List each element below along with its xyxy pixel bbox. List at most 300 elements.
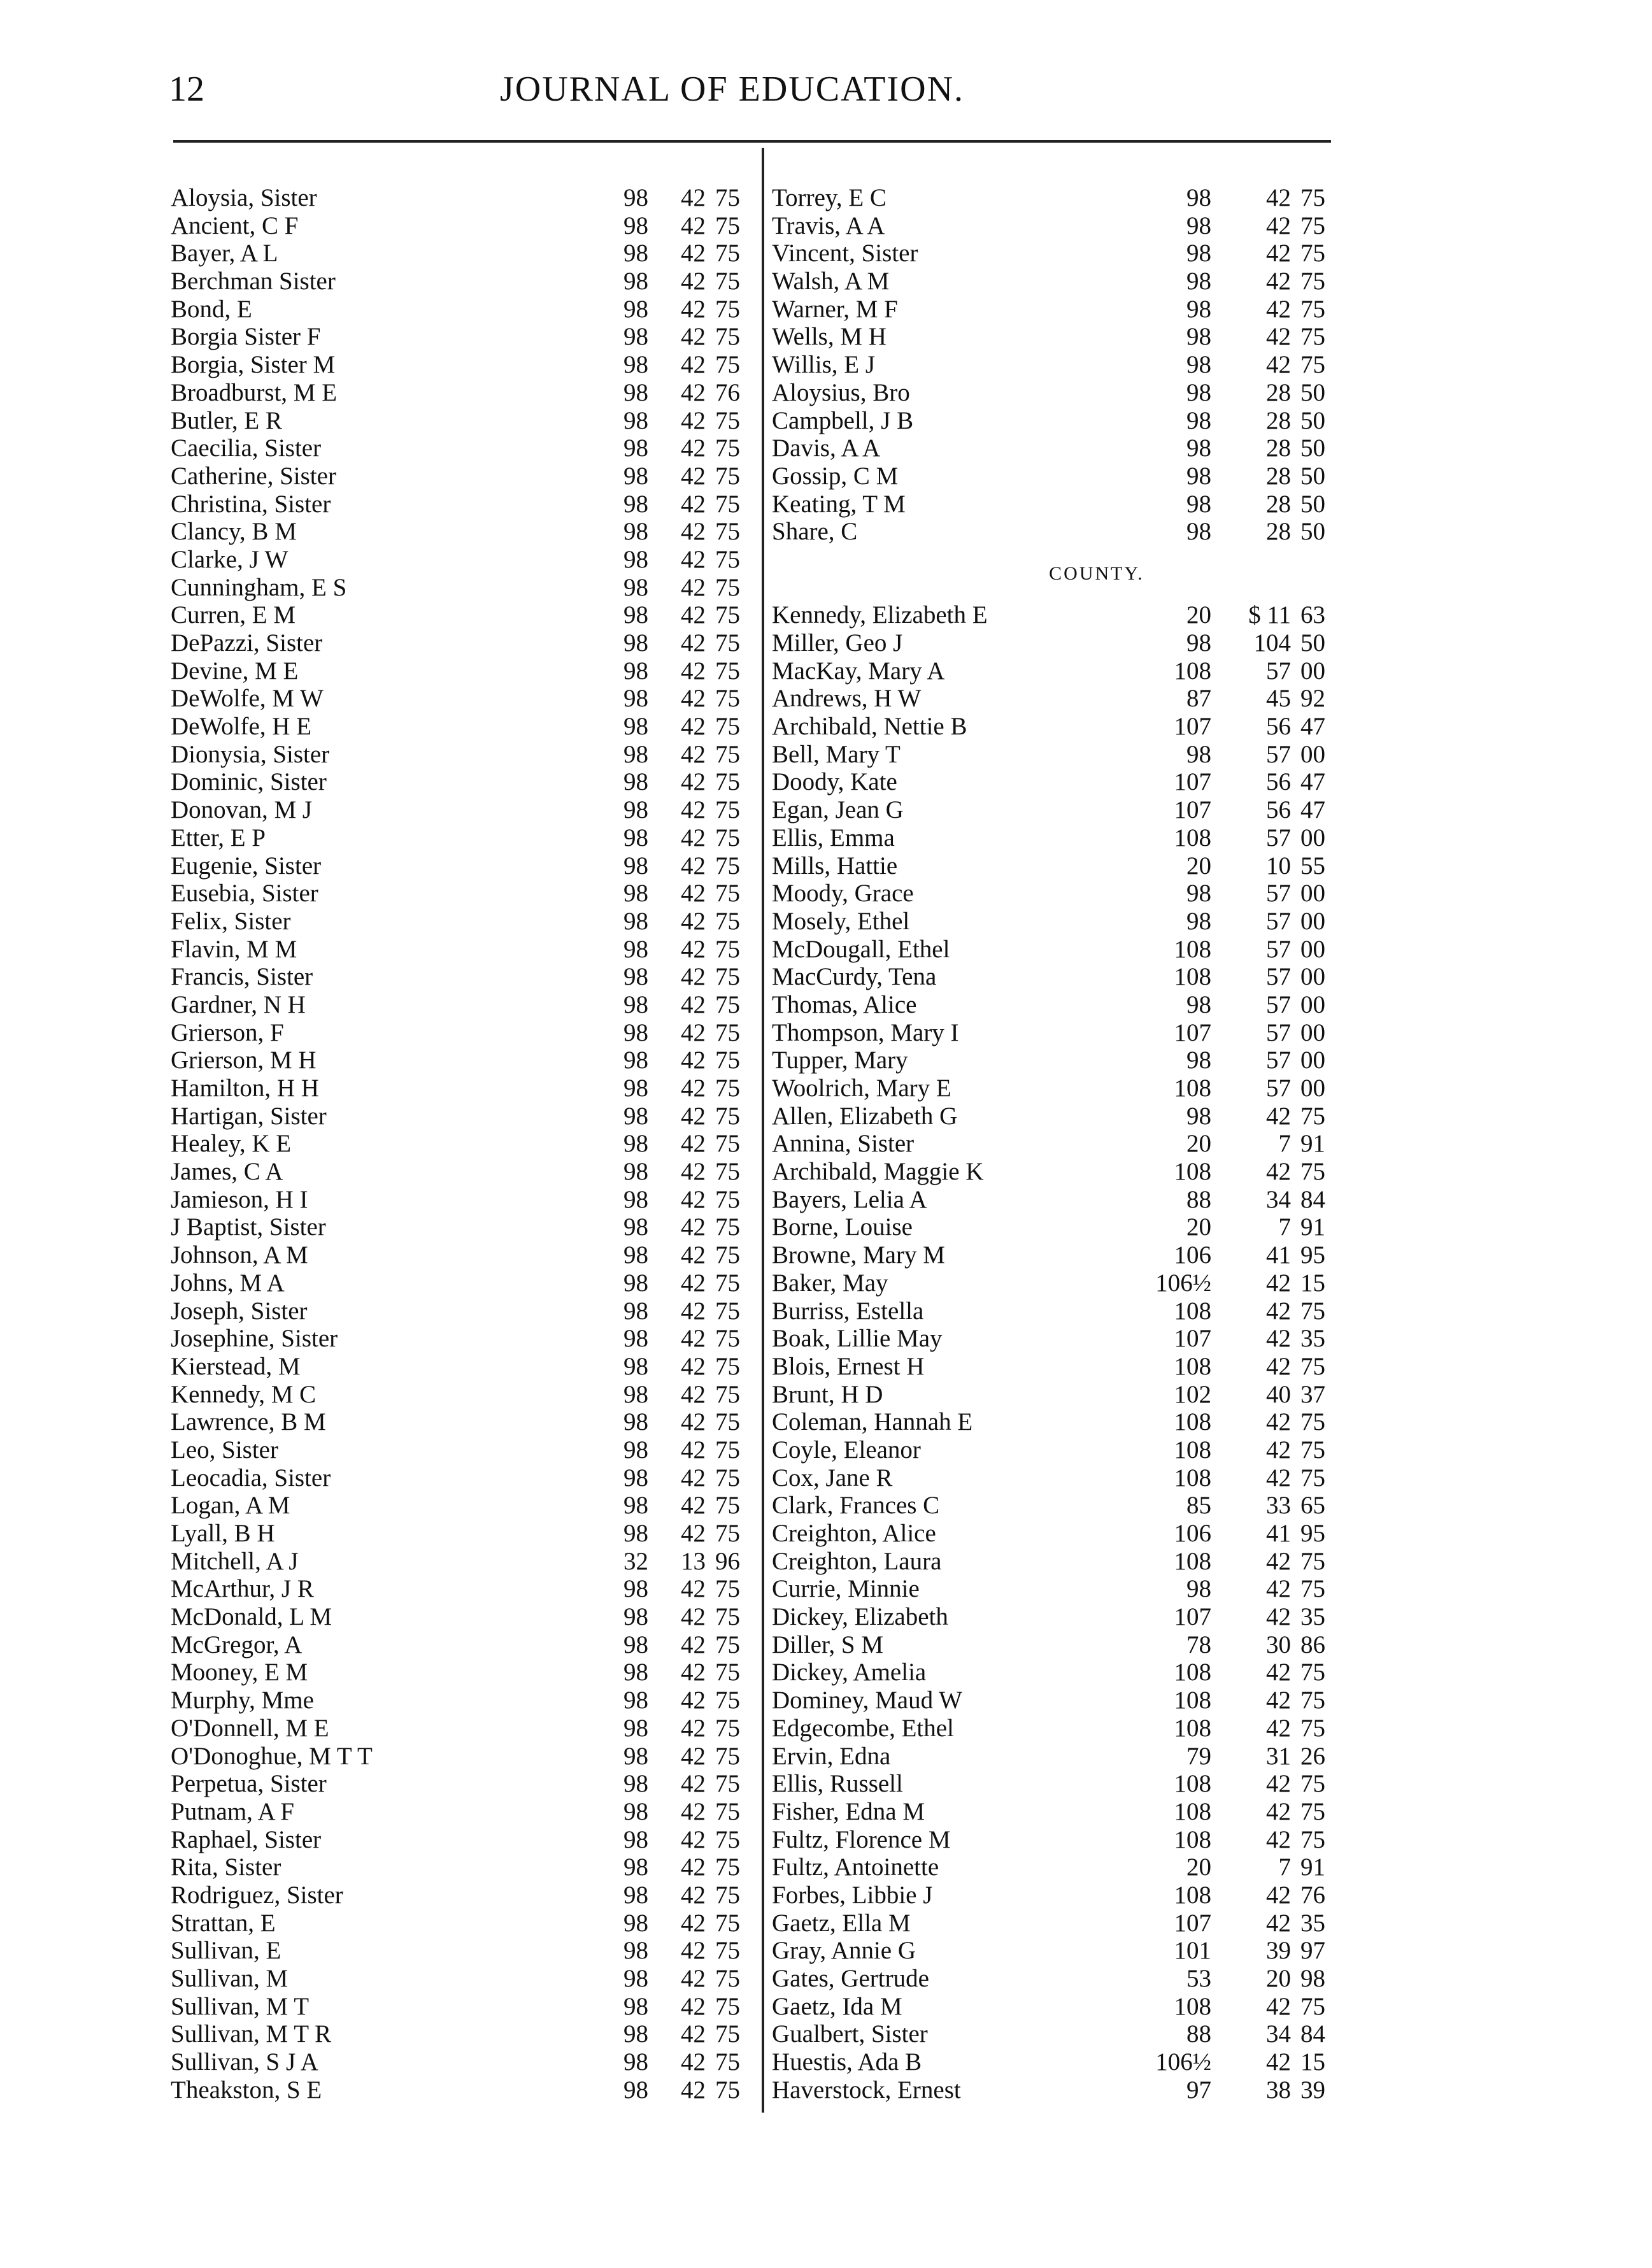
amount-cents: 00 xyxy=(1300,935,1325,963)
days-taught: 98 xyxy=(623,1520,648,1547)
amount-cents: 75 xyxy=(715,824,740,852)
amount-cents: 50 xyxy=(1300,490,1325,518)
table-row xyxy=(171,991,739,1019)
table-row xyxy=(171,2020,739,2048)
days-taught: 108 xyxy=(1174,1770,1211,1798)
amount-dollars: 42 xyxy=(681,1742,706,1770)
amount-cents: 75 xyxy=(715,601,740,629)
amount-cents: 75 xyxy=(1300,1992,1325,2020)
amount-cents: 91 xyxy=(1300,1213,1325,1241)
days-taught: 98 xyxy=(623,2048,648,2076)
table-row xyxy=(772,2020,1345,2048)
teacher-name: Rodriguez, Sister xyxy=(171,1881,343,1909)
table-row xyxy=(171,462,739,490)
amount-cents: 47 xyxy=(1300,796,1325,824)
amount-dollars: 28 xyxy=(1266,406,1291,434)
days-taught: 98 xyxy=(623,1464,648,1492)
days-taught: 108 xyxy=(1174,1658,1211,1687)
teacher-name: Raphael, Sister xyxy=(171,1825,322,1853)
days-taught: 108 xyxy=(1174,1408,1211,1436)
table-row xyxy=(772,379,1345,407)
days-taught: 98 xyxy=(623,1297,648,1325)
amount-dollars: 42 xyxy=(681,1825,706,1853)
table-row xyxy=(171,490,739,518)
table-row xyxy=(772,824,1345,852)
teacher-name: Kennedy, M C xyxy=(171,1380,317,1408)
teacher-name: McDonald, L M xyxy=(171,1603,332,1631)
amount-cents: 75 xyxy=(715,1687,740,1715)
amount-cents: 75 xyxy=(1300,1825,1325,1853)
amount-cents: 75 xyxy=(715,629,740,657)
amount-cents: 75 xyxy=(715,323,740,351)
table-row xyxy=(171,1297,739,1325)
teacher-name: Bayer, A L xyxy=(171,239,278,267)
amount-cents: 86 xyxy=(1300,1630,1325,1658)
teacher-name: Burriss, Estella xyxy=(772,1297,924,1325)
amount-cents: 75 xyxy=(715,1325,740,1353)
days-taught: 98 xyxy=(623,211,648,239)
amount-cents: 75 xyxy=(715,1909,740,1937)
table-row xyxy=(772,1019,1345,1047)
days-taught: 108 xyxy=(1174,1714,1211,1742)
teacher-name: Berchman Sister xyxy=(171,267,336,296)
table-row xyxy=(171,1881,739,1909)
days-taught: 98 xyxy=(623,796,648,824)
teacher-name: Bond, E xyxy=(171,295,252,323)
days-taught: 88 xyxy=(1186,2020,1211,2048)
amount-cents: 75 xyxy=(715,2020,740,2048)
days-taught: 98 xyxy=(1186,1575,1211,1603)
table-row xyxy=(772,1074,1345,1102)
amount-dollars: 42 xyxy=(681,1269,706,1297)
teacher-name: Ervin, Edna xyxy=(772,1742,891,1770)
amount-cents: 75 xyxy=(715,796,740,824)
teacher-name: Campbell, J B xyxy=(772,406,914,434)
teacher-name: Kierstead, M xyxy=(171,1352,301,1380)
teacher-name: Thomas, Alice xyxy=(772,990,917,1018)
amount-cents: 75 xyxy=(715,1965,740,1992)
table-row xyxy=(171,768,739,796)
days-taught: 106½ xyxy=(1155,1269,1211,1297)
teacher-name: Catherine, Sister xyxy=(171,462,336,490)
days-taught: 108 xyxy=(1174,1687,1211,1715)
amount-cents: 75 xyxy=(1300,1797,1325,1825)
amount-cents: 75 xyxy=(1300,1408,1325,1436)
amount-cents: 75 xyxy=(715,2048,740,2076)
table-row xyxy=(772,1436,1345,1464)
table-row xyxy=(772,2048,1345,2076)
teacher-name: Grierson, M H xyxy=(171,1046,317,1074)
amount-cents: 75 xyxy=(715,1464,740,1492)
teacher-name: Keating, T M xyxy=(772,490,906,518)
amount-cents: 75 xyxy=(1300,1436,1325,1464)
table-row xyxy=(171,1937,739,1965)
table-row xyxy=(772,267,1345,296)
amount-cents: 84 xyxy=(1300,2020,1325,2048)
table-row xyxy=(171,713,739,741)
teacher-name: Bell, Mary T xyxy=(772,740,901,768)
amount-dollars: 42 xyxy=(681,1352,706,1380)
teacher-name: Kennedy, Elizabeth E xyxy=(772,601,988,629)
amount-cents: 75 xyxy=(715,657,740,685)
amount-cents: 75 xyxy=(715,852,740,880)
days-taught: 98 xyxy=(623,1241,648,1269)
amount-cents: 75 xyxy=(715,1992,740,2020)
amount-dollars: 42 xyxy=(681,1018,706,1046)
amount-dollars: 42 xyxy=(681,796,706,824)
table-row xyxy=(171,1715,739,1743)
amount-cents: 75 xyxy=(715,1881,740,1909)
table-row xyxy=(171,1436,739,1464)
amount-dollars: 38 xyxy=(1266,2076,1291,2104)
table-row xyxy=(772,1102,1345,1130)
amount-dollars: 42 xyxy=(681,267,706,296)
table-row xyxy=(772,1658,1345,1687)
table-row xyxy=(772,184,1345,212)
amount-dollars: 42 xyxy=(681,1130,706,1158)
amount-dollars: 28 xyxy=(1266,490,1291,518)
teacher-name: Leocadia, Sister xyxy=(171,1464,331,1492)
amount-cents: 75 xyxy=(715,1825,740,1853)
amount-dollars: 42 xyxy=(681,378,706,406)
amount-cents: 75 xyxy=(715,211,740,239)
table-row xyxy=(171,1965,739,1993)
amount-cents: 37 xyxy=(1300,1380,1325,1408)
days-taught: 107 xyxy=(1174,713,1211,741)
teacher-name: Devine, M E xyxy=(171,657,299,685)
teacher-name: Strattan, E xyxy=(171,1909,276,1937)
teacher-name: DePazzi, Sister xyxy=(171,629,323,657)
amount-cents: 75 xyxy=(715,406,740,434)
days-taught: 98 xyxy=(623,1408,648,1436)
amount-cents: 96 xyxy=(715,1547,740,1575)
days-taught: 98 xyxy=(623,824,648,852)
table-row xyxy=(171,1575,739,1603)
amount-cents: 75 xyxy=(715,1158,740,1186)
days-taught: 108 xyxy=(1174,935,1211,963)
amount-dollars: 42 xyxy=(1266,1464,1291,1492)
days-taught: 98 xyxy=(1186,518,1211,546)
teacher-name: Butler, E R xyxy=(171,406,283,434)
table-row xyxy=(171,1241,739,1269)
teacher-name: Coyle, Eleanor xyxy=(772,1436,921,1464)
amount-dollars: 42 xyxy=(681,1909,706,1937)
amount-cents: 76 xyxy=(1300,1881,1325,1909)
days-taught: 98 xyxy=(623,434,648,462)
table-row xyxy=(171,908,739,936)
teacher-name: Wells, M H xyxy=(772,323,887,351)
table-row xyxy=(772,518,1345,546)
table-row xyxy=(171,1213,739,1241)
teacher-name: Share, C xyxy=(772,518,858,546)
amount-cents: 75 xyxy=(715,1853,740,1881)
teacher-name: Felix, Sister xyxy=(171,907,291,935)
days-taught: 108 xyxy=(1174,1436,1211,1464)
table-row xyxy=(171,1325,739,1353)
amount-cents: 75 xyxy=(1300,1352,1325,1380)
amount-cents: 15 xyxy=(1300,2048,1325,2076)
teacher-name: Mooney, E M xyxy=(171,1658,308,1687)
amount-dollars: 42 xyxy=(681,1992,706,2020)
table-row xyxy=(171,1381,739,1409)
days-taught: 98 xyxy=(623,1380,648,1408)
amount-cents: 75 xyxy=(715,351,740,379)
days-taught: 106½ xyxy=(1155,2048,1211,2076)
amount-cents: 84 xyxy=(1300,1185,1325,1213)
days-taught: 98 xyxy=(1186,323,1211,351)
days-taught: 98 xyxy=(623,1714,648,1742)
amount-dollars: 56 xyxy=(1266,768,1291,796)
amount-cents: 50 xyxy=(1300,406,1325,434)
teacher-name: Sullivan, M T xyxy=(171,1992,310,2020)
teacher-name: Archibald, Maggie K xyxy=(772,1158,984,1186)
amount-cents: 75 xyxy=(1300,239,1325,267)
days-taught: 106 xyxy=(1174,1241,1211,1269)
table-row xyxy=(171,880,739,908)
amount-dollars: 42 xyxy=(681,1965,706,1992)
amount-dollars: 42 xyxy=(1266,1881,1291,1909)
days-taught: 98 xyxy=(1186,267,1211,296)
amount-dollars: 42 xyxy=(681,1937,706,1965)
amount-cents: 75 xyxy=(1300,295,1325,323)
teacher-name: Bayers, Lelia A xyxy=(772,1185,927,1213)
amount-dollars: 42 xyxy=(681,1436,706,1464)
table-row xyxy=(772,713,1345,741)
amount-dollars: 42 xyxy=(681,1881,706,1909)
amount-cents: 75 xyxy=(715,1074,740,1102)
teacher-name: MacCurdy, Tena xyxy=(772,963,937,991)
table-row xyxy=(772,880,1345,908)
teacher-name: McGregor, A xyxy=(171,1630,303,1658)
amount-dollars: 56 xyxy=(1266,713,1291,741)
amount-cents: 91 xyxy=(1300,1130,1325,1158)
days-taught: 98 xyxy=(623,2076,648,2104)
amount-cents: 75 xyxy=(1300,1770,1325,1798)
days-taught: 98 xyxy=(1186,462,1211,490)
teacher-name: Mitchell, A J xyxy=(171,1547,299,1575)
days-taught: 98 xyxy=(623,880,648,908)
days-taught: 98 xyxy=(1186,378,1211,406)
teacher-name: Moody, Grace xyxy=(772,880,914,908)
days-taught: 107 xyxy=(1174,1018,1211,1046)
table-row xyxy=(772,490,1345,518)
amount-dollars: 42 xyxy=(681,184,706,211)
teacher-name: Fisher, Edna M xyxy=(772,1797,925,1825)
days-taught: 98 xyxy=(1186,211,1211,239)
table-row xyxy=(171,629,739,657)
days-taught: 98 xyxy=(623,1825,648,1853)
days-taught: 97 xyxy=(1186,2076,1211,2104)
table-row xyxy=(772,1186,1345,1214)
days-taught: 88 xyxy=(1186,1185,1211,1213)
teacher-name: Baker, May xyxy=(772,1269,888,1297)
teacher-name: Clarke, J W xyxy=(171,545,288,573)
days-taught: 98 xyxy=(1186,880,1211,908)
amount-cents: 75 xyxy=(1300,1658,1325,1687)
table-row xyxy=(772,239,1345,267)
teacher-name: Currie, Minnie xyxy=(772,1575,920,1603)
amount-dollars: 7 xyxy=(1278,1213,1291,1241)
teacher-name: Dominic, Sister xyxy=(171,768,327,796)
teacher-name: Blois, Ernest H xyxy=(772,1352,925,1380)
teacher-name: Johnson, A M xyxy=(171,1241,308,1269)
table-row xyxy=(772,685,1345,713)
teacher-name: Flavin, M M xyxy=(171,935,297,963)
amount-dollars: 28 xyxy=(1266,518,1291,546)
amount-dollars: 42 xyxy=(681,323,706,351)
table-row xyxy=(171,1798,739,1826)
amount-cents: 75 xyxy=(715,963,740,991)
amount-dollars: 28 xyxy=(1266,378,1291,406)
table-row xyxy=(772,1325,1345,1353)
teacher-name: Caecilia, Sister xyxy=(171,434,322,462)
table-row xyxy=(171,267,739,296)
days-taught: 98 xyxy=(623,740,648,768)
days-taught: 108 xyxy=(1174,824,1211,852)
amount-dollars: 42 xyxy=(681,1520,706,1547)
amount-cents: 55 xyxy=(1300,852,1325,880)
table-row xyxy=(171,1046,739,1074)
table-row xyxy=(772,936,1345,964)
table-row xyxy=(171,351,739,379)
table-row xyxy=(171,239,739,267)
amount-cents: 75 xyxy=(1300,1158,1325,1186)
amount-dollars: 33 xyxy=(1266,1492,1291,1520)
amount-dollars: 42 xyxy=(681,462,706,490)
days-taught: 101 xyxy=(1174,1937,1211,1965)
table-row xyxy=(772,768,1345,796)
amount-dollars: 42 xyxy=(681,295,706,323)
amount-cents: 00 xyxy=(1300,1046,1325,1074)
days-taught: 98 xyxy=(623,1658,648,1687)
table-row xyxy=(772,1297,1345,1325)
days-taught: 98 xyxy=(623,1213,648,1241)
teacher-name: Creighton, Alice xyxy=(772,1520,936,1548)
table-row xyxy=(171,1186,739,1214)
amount-dollars: 42 xyxy=(681,880,706,908)
table-row xyxy=(772,1965,1345,1993)
teacher-name: DeWolfe, H E xyxy=(171,713,312,741)
amount-cents: 00 xyxy=(1300,907,1325,935)
table-row xyxy=(171,1492,739,1520)
amount-dollars: 42 xyxy=(681,1380,706,1408)
amount-cents: 75 xyxy=(715,1937,740,1965)
table-row xyxy=(772,991,1345,1019)
table-row xyxy=(171,824,739,852)
teacher-name: Sullivan, E xyxy=(171,1937,281,1965)
amount-cents: 35 xyxy=(1300,1325,1325,1353)
amount-dollars: 42 xyxy=(681,629,706,657)
amount-dollars: 42 xyxy=(1266,1825,1291,1853)
amount-cents: 75 xyxy=(715,1352,740,1380)
days-taught: 98 xyxy=(623,990,648,1018)
teacher-name: Diller, S M xyxy=(772,1630,884,1658)
amount-cents: 75 xyxy=(715,880,740,908)
amount-cents: 50 xyxy=(1300,518,1325,546)
amount-cents: 75 xyxy=(715,1185,740,1213)
teacher-name: Curren, E M xyxy=(171,601,296,629)
amount-cents: 75 xyxy=(715,239,740,267)
amount-cents: 75 xyxy=(1300,351,1325,379)
teacher-name: Doody, Kate xyxy=(772,768,897,796)
days-taught: 98 xyxy=(623,1269,648,1297)
table-row xyxy=(171,852,739,880)
days-taught: 108 xyxy=(1174,1464,1211,1492)
amount-cents: 75 xyxy=(1300,1714,1325,1742)
teacher-name: Gualbert, Sister xyxy=(772,2020,928,2048)
teacher-name: Haverstock, Ernest xyxy=(772,2076,961,2104)
teacher-name: Gardner, N H xyxy=(171,990,306,1018)
amount-cents: 75 xyxy=(715,545,740,573)
amount-dollars: 28 xyxy=(1266,462,1291,490)
teacher-name: Andrews, H W xyxy=(772,685,922,713)
teacher-name: Torrey, E C xyxy=(772,184,887,211)
amount-dollars: 42 xyxy=(681,963,706,991)
teacher-name: Eusebia, Sister xyxy=(171,880,318,908)
days-taught: 98 xyxy=(623,629,648,657)
amount-dollars: 42 xyxy=(681,907,706,935)
amount-dollars: 42 xyxy=(1266,1297,1291,1325)
amount-cents: 35 xyxy=(1300,1603,1325,1631)
days-taught: 98 xyxy=(623,518,648,546)
table-row xyxy=(171,1909,739,1937)
amount-dollars: 42 xyxy=(681,1325,706,1353)
amount-cents: 75 xyxy=(715,740,740,768)
teacher-name: Creighton, Laura xyxy=(772,1547,942,1575)
table-row xyxy=(772,1241,1345,1269)
amount-cents: 50 xyxy=(1300,378,1325,406)
teacher-name: Miller, Geo J xyxy=(772,629,903,657)
teacher-name: Gates, Gertrude xyxy=(772,1965,929,1993)
days-taught: 98 xyxy=(623,184,648,211)
amount-cents: 75 xyxy=(715,1046,740,1074)
table-row xyxy=(772,1213,1345,1241)
amount-cents: 75 xyxy=(715,518,740,546)
days-taught: 108 xyxy=(1174,1797,1211,1825)
table-row xyxy=(171,936,739,964)
amount-cents: 00 xyxy=(1300,1074,1325,1102)
amount-dollars: 10 xyxy=(1266,852,1291,880)
teacher-name: Dickey, Elizabeth xyxy=(772,1603,948,1631)
teacher-name: James, C A xyxy=(171,1158,283,1186)
amount-dollars: 42 xyxy=(1266,1547,1291,1575)
teacher-name: Borgia Sister F xyxy=(171,323,321,351)
teacher-name: Edgecombe, Ethel xyxy=(772,1714,954,1742)
table-row xyxy=(171,685,739,713)
amount-dollars: 42 xyxy=(681,1241,706,1269)
table-row xyxy=(772,657,1345,685)
amount-cents: 00 xyxy=(1300,880,1325,908)
amount-cents: 00 xyxy=(1300,657,1325,685)
teacher-name: Brunt, H D xyxy=(772,1380,883,1408)
table-row xyxy=(171,1019,739,1047)
teacher-name: Boak, Lillie May xyxy=(772,1325,943,1353)
amount-cents: 15 xyxy=(1300,1269,1325,1297)
table-row xyxy=(772,1492,1345,1520)
days-taught: 98 xyxy=(1186,740,1211,768)
amount-cents: 75 xyxy=(715,768,740,796)
amount-dollars: 42 xyxy=(681,1714,706,1742)
amount-cents: 75 xyxy=(715,267,740,296)
table-row xyxy=(171,1408,739,1436)
amount-dollars: 28 xyxy=(1266,434,1291,462)
days-taught: 20 xyxy=(1186,601,1211,629)
teacher-name: Gossip, C M xyxy=(772,462,899,490)
days-taught: 107 xyxy=(1174,1909,1211,1937)
teacher-name: Forbes, Libbie J xyxy=(772,1881,933,1909)
teacher-name: Gaetz, Ida M xyxy=(772,1992,902,2020)
teacher-name: Logan, A M xyxy=(171,1492,290,1520)
